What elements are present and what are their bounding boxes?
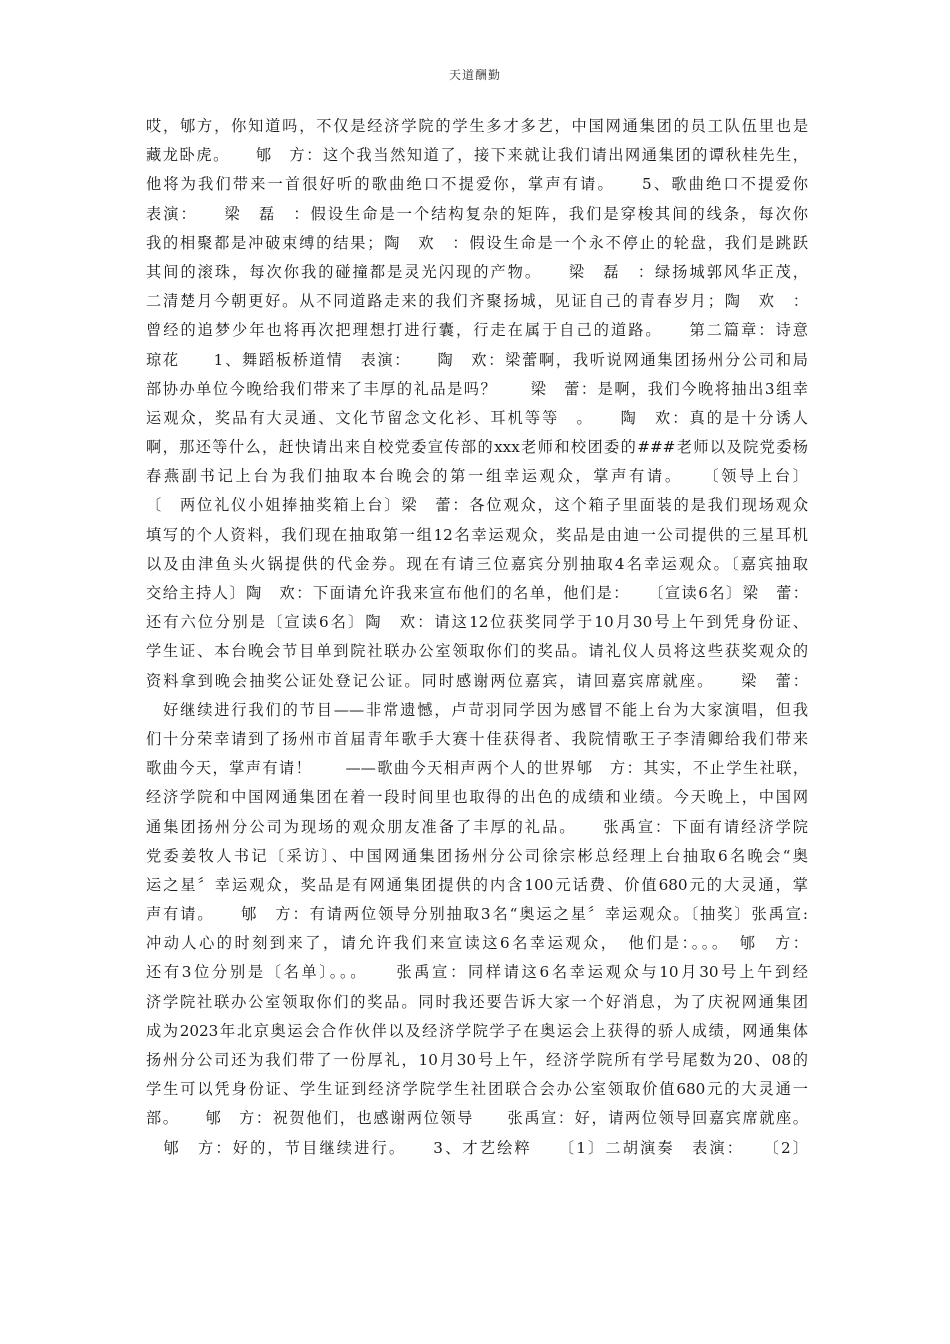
text-line-33: 扬州分公司还为我们带了一份厚礼，10月30号上午，经济学院所有学号尾数为20、08的	[146, 1051, 808, 1069]
text-line-16: 以及由津鱼头火锅提供的代金券。现在有请三位嘉宾分别抽取4名幸运观众。〔嘉宾抽取	[146, 554, 808, 573]
text-line-19: 学生证、本台晚会节目单到院社联办公室领取你们的奖品。请礼仪人员将这些获奖观众的	[146, 642, 808, 661]
text-line-27: 运之星〞幸运观众，奖品是有网通集团提供的内含100元话费、价值680元的大灵通，掌	[146, 875, 808, 894]
text-line-36: 郇 方：好的，节目继续进行。 3、才艺绘粹 〔1〕二胡演奏 表演： 〔2〕	[146, 1138, 808, 1157]
text-line-34: 学生可以凭身份证、学生证到经济学院学生社团联合会办公室领取价值680元的大灵通一	[146, 1080, 808, 1099]
document-body	[146, 112, 808, 1163]
text-line-18: 还有六位分别是〔宣读6名〕陶 欢：请这12位获奖同学于10月30号上午到凭身份证、	[146, 613, 808, 632]
text-line-26: 党委姜牧人书记〔采访〕、中国网通集团扬州分公司徐宗彬总经理上台抽取6名晚会“奥	[146, 846, 808, 865]
text-line-13: 春燕副书记上台为我们抽取本台晚会的第一组幸运观众，掌声有请。 〔领导上台〕	[146, 467, 808, 486]
text-line-23: 歌曲今天，掌声有请！ ——歌曲今天相声两个人的世界郇 方：其实，不止学生社联，	[146, 759, 808, 778]
text-line-29: 冲动人心的时刻到来了，请允许我们来宣读这6名幸运观众， 他们是：。。。 郇 方：	[146, 934, 808, 953]
text-line-1: 哎，郇方，你知道吗，不仅是经济学院的学生多才多艺，中国网通集团的员工队伍里也是	[146, 117, 808, 135]
text-line-25: 通集团扬州分公司为现场的观众朋友准备了丰厚的礼品。 张禹宣：下面有请经济学院	[146, 817, 808, 836]
text-line-31: 济学院社联办公室领取你们的奖品。同时我还要告诉大家一个好消息，为了庆祝网通集团	[146, 992, 808, 1011]
page-header: 天道酬勤	[448, 68, 501, 82]
text-line-3: 他将为我们带来一首很好听的歌曲绝口不提爱你，掌声有请。 5、歌曲绝口不提爱你	[146, 175, 808, 194]
text-line-35: 部。 郇 方：祝贺他们，也感谢两位领导 张禹宣：好，请两位领导回嘉宾席就座。	[146, 1109, 808, 1128]
text-line-30: 还有3位分别是〔名单〕。。。 张禹宣：同样请这6名幸运观众与10月30号上午到经	[146, 963, 808, 982]
text-line-15: 填写的个人资料，我们现在抽取第一组12名幸运观众，奖品是由迪一公司提供的三星耳机	[146, 525, 808, 544]
text-line-7: 二清楚月今朝更好。从不同道路走来的我们齐聚扬城，见证自己的青春岁月；陶 欢 ：	[146, 292, 808, 311]
text-line-17: 交给主持人〕陶 欢：下面请允许我来宣布他们的名单，他们是： 〔宣读6名〕梁 蕾：	[146, 584, 808, 602]
text-line-11: 运观众，奖品有大灵通、文化节留念文化衫、耳机等等 。 陶 欢：真的是十分诱人	[146, 408, 808, 427]
text-line-8: 曾经的追梦少年也将再次把理想打进行囊，行走在属于自己的道路。 第二篇章：诗意	[146, 321, 808, 340]
text-line-28: 声有请。 郇 方：有请两位领导分别抽取3名“奥运之星〞幸运观众。〔抽奖〕张禹宣:	[146, 905, 808, 924]
text-line-4: 表演： 梁 磊 ：假设生命是一个结构复杂的矩阵，我们是穿梭其间的线条，每次你	[146, 204, 808, 223]
text-line-22: 们十分荣幸请到了扬州市首届青年歌手大赛十佳获得者、我院情歌王子李清卿给我们带来	[146, 729, 808, 748]
text-line-12: 啊，那还等什么，赶快请出来自校党委宣传部的xxx老师和校团委的###老师以及院党委杨	[146, 438, 808, 457]
text-line-5: 我的相聚都是冲破束缚的结果；陶 欢 ：假设生命是一个永不停止的轮盘，我们是跳跃	[146, 233, 808, 252]
text-line-2: 藏龙卧虎。 郇 方：这个我当然知道了，接下来就让我们请出网通集团的谭秋桂先生，	[146, 146, 808, 165]
text-line-32: 成为2023年北京奥运会合作伙伴以及经济学院学子在奥运会上获得的骄人成绩，网通集体	[146, 1021, 808, 1040]
text-line-14: 〔 两位礼仪小姐捧抽奖箱上台〕梁 蕾：各位观众，这个箱子里面装的是我们现场观众	[146, 496, 808, 515]
text-line-21: 好继续进行我们的节目——非常遗憾，卢苛羽同学因为感冒不能上台为大家演唱，但我	[146, 700, 808, 719]
text-line-24: 经济学院和中国网通集团在着一段时间里也取得的出色的成绩和业绩。今天晚上，中国网	[146, 788, 808, 807]
text-line-6: 其间的滚珠，每次你我的碰撞都是灵光闪现的产物。 梁 磊 ：绿扬城郭风华正茂，	[146, 262, 808, 281]
text-line-20: 资料拿到晚会抽奖公证处登记公证。同时感谢两位嘉宾，请回嘉宾席就座。 梁 蕾：	[146, 671, 808, 690]
text-line-9: 琼花 1、舞蹈板桥道情 表演： 陶 欢：梁蕾啊，我听说网通集团扬州分公司和局	[146, 350, 808, 369]
text-line-10: 部协办单位今晚给我们带来了丰厚的礼品是吗？ 梁 蕾：是啊，我们今晚将抽出3组幸	[146, 379, 808, 398]
